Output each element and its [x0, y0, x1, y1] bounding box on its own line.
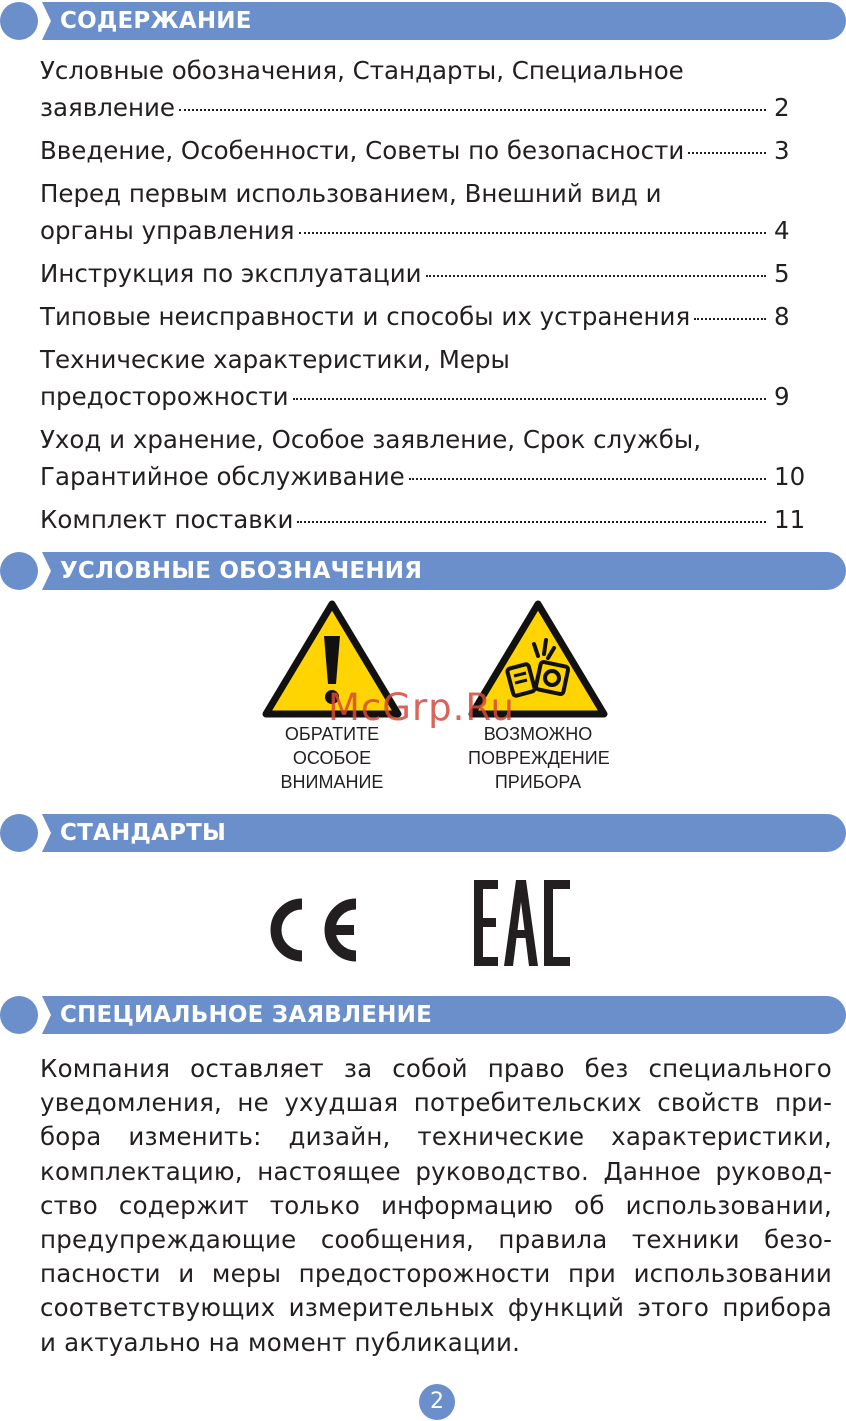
toc-entry[interactable]: [40, 341, 810, 415]
toc-entry[interactable]: [40, 132, 810, 169]
toc-page-number: 3: [774, 136, 790, 165]
toc-entry-text: заявление: [40, 93, 175, 122]
table-of-contents: [40, 52, 810, 544]
toc-entry-text: Условные обозначения, Стандарты, Специальное: [40, 56, 684, 85]
toc-entry[interactable]: [40, 421, 810, 495]
toc-entry-text: Комплект поставки: [40, 505, 294, 534]
toc-entry[interactable]: [40, 255, 810, 292]
section-bullet: [0, 2, 38, 40]
toc-page-number: 8: [774, 302, 790, 331]
toc-dot-leader: [293, 398, 766, 400]
toc-entry-text: Введение, Особенности, Советы по безопасности: [40, 136, 685, 165]
toc-page-number: 2: [774, 93, 790, 122]
toc-entry-text: Гарантийное обслуживание: [40, 462, 405, 491]
toc-page-number: 9: [774, 382, 790, 411]
section-bullet: [0, 814, 38, 852]
toc-dot-leader: [297, 521, 766, 523]
special-statement-text: Компания оставляет за собой право без специального уведомления, не ухудшая потребительских свойств прибора изменить: дизайн, технические характеристики, комплектацию, настоящее руководство. Данное руководство содержит только информацию об использовании, предупреждающие сообщения, правила техники безопасности и меры предосторожности при использовании соответствующих измерительных функций этого прибора и актуально на момент публикации.: [40, 1054, 832, 1357]
toc-entry[interactable]: [40, 501, 810, 538]
section-header-statement: [0, 994, 846, 1036]
toc-entry-text: предосторожности: [40, 382, 289, 411]
toc-entry[interactable]: [40, 298, 810, 335]
toc-entry-text: Перед первым использованием, Внешний вид и: [40, 179, 662, 208]
eac-mark-icon: [472, 880, 572, 966]
standards-marks: [0, 870, 846, 980]
toc-entry-text: органы управления: [40, 216, 295, 245]
section-title: СТАНДАРТЫ: [60, 820, 227, 846]
section-bullet: [0, 552, 38, 590]
toc-entry-text: Типовые неисправности и способы их устранения: [40, 302, 691, 331]
watermark: McGrp.Ru: [328, 686, 515, 729]
toc-dot-leader: [688, 152, 766, 154]
toc-dot-leader: [694, 318, 766, 320]
toc-entry-text: Технические характеристики, Меры: [40, 345, 510, 374]
section-title: СПЕЦИАЛЬНОЕ ЗАЯВЛЕНИЕ: [60, 1002, 432, 1028]
warning-label: ОБРАТИТЕ ОСОБОЕ ВНИМАНИЕ: [280, 724, 384, 792]
toc-dot-leader: [409, 478, 766, 480]
toc-entry[interactable]: [40, 175, 810, 249]
toc-entry-text: Уход и хранение, Особое заявление, Срок службы,: [40, 425, 702, 454]
toc-dot-leader: [299, 232, 766, 234]
ce-mark-icon: [252, 896, 362, 964]
toc-page-number: 10: [774, 462, 806, 491]
section-title: УСЛОВНЫЕ ОБОЗНАЧЕНИЯ: [60, 558, 423, 584]
section-header-contents: [0, 0, 846, 42]
section-title: СОДЕРЖАНИЕ: [60, 8, 252, 34]
toc-dot-leader: [179, 109, 766, 111]
toc-entry[interactable]: [40, 52, 810, 126]
toc-page-number: 4: [774, 216, 790, 245]
toc-dot-leader: [426, 275, 766, 277]
warning-label: ВОЗМОЖНО ПОВРЕЖДЕНИЕ ПРИБОРА: [468, 724, 610, 792]
toc-entry-text: Инструкция по эксплуатации: [40, 259, 422, 288]
section-header-symbols: [0, 550, 846, 592]
section-header-standards: [0, 812, 846, 854]
toc-page-number: 5: [774, 259, 790, 288]
section-bullet: [0, 996, 38, 1034]
page-number: 2: [419, 1384, 455, 1420]
toc-page-number: 11: [774, 505, 806, 534]
